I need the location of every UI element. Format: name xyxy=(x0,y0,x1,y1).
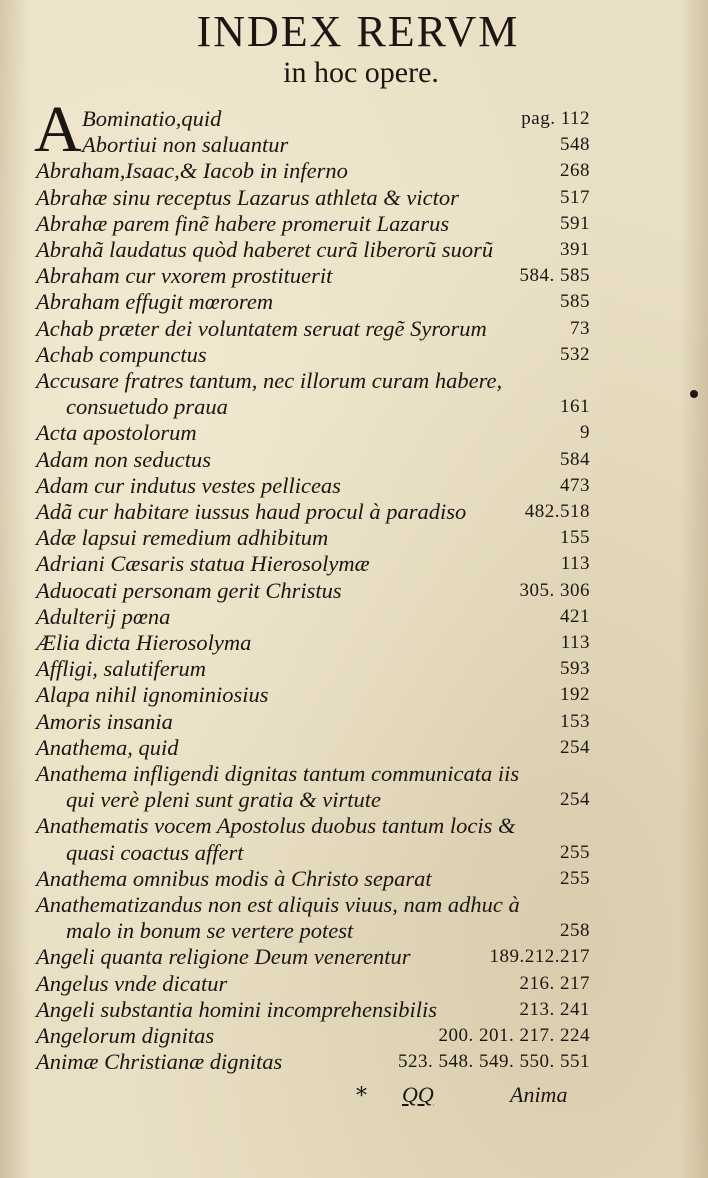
entry-text: Abraham cur vxorem prostituerit xyxy=(36,263,333,289)
entry-text: quasi coactus affert xyxy=(66,839,244,865)
entry-page-ref: 268 xyxy=(560,160,590,182)
entry-text: Abraham,Isaac,& Iacob in inferno xyxy=(36,158,348,184)
entry-page-ref: 584 xyxy=(560,448,590,470)
index-entry xyxy=(0,473,708,499)
page-title: INDEX RERVM xyxy=(196,7,520,56)
entry-page-ref: 258 xyxy=(560,920,590,942)
entry-text: Adæ lapsui remedium adhibitum xyxy=(36,525,329,551)
index-entry xyxy=(0,289,708,315)
entry-text: qui verè pleni sunt gratia & virtute xyxy=(66,787,381,813)
entry-text: Accusare fratres tantum, nec illorum curam habere, xyxy=(36,368,503,393)
index-entry xyxy=(0,551,708,577)
entry-text: Adam non seductus xyxy=(36,446,211,472)
index-entry xyxy=(0,971,708,997)
index-entry xyxy=(0,185,708,211)
entry-text: Abrahæ parem finẽ habere promeruit Lazarus xyxy=(36,210,450,236)
index-entry xyxy=(0,106,708,132)
entry-page-ref: 216. 217 xyxy=(519,972,590,994)
page-subtitle: in hoc opere. xyxy=(283,56,439,89)
entry-text: Affligi, salutiferum xyxy=(36,656,207,682)
entry-page-ref: 305. 306 xyxy=(519,579,590,601)
entry-text: Adam cur indutus vestes pelliceas xyxy=(36,472,341,498)
entry-text: consuetudo praua xyxy=(66,394,228,420)
index-entry xyxy=(0,132,708,158)
entry-text: Angelus vnde dicatur xyxy=(36,970,228,996)
index-entry xyxy=(0,394,708,420)
entry-page-ref: 113 xyxy=(560,632,590,653)
entry-page-ref: 155 xyxy=(560,527,590,549)
entry-text: Aduocati personam gerit Christus xyxy=(36,577,342,603)
index-entry xyxy=(0,840,708,866)
entry-text: Amoris insania xyxy=(36,708,173,734)
index-entry xyxy=(0,1049,708,1075)
entry-text: Achab compunctus xyxy=(36,341,207,367)
entry-text: malo in bonum se vertere potest xyxy=(66,918,354,944)
entry-text: Achab præter dei voluntatem seruat regẽ Syrorum xyxy=(36,315,487,341)
index-entry xyxy=(0,499,708,525)
index-entry xyxy=(0,944,708,970)
entry-page-ref: 73 xyxy=(570,317,590,339)
index-entry xyxy=(0,237,708,263)
entry-page-ref: 591 xyxy=(560,212,590,234)
index-entry xyxy=(0,866,708,892)
entry-page-ref: 517 xyxy=(560,186,590,208)
index-entry xyxy=(0,525,708,551)
index-entry xyxy=(0,682,708,708)
entry-page-ref: 391 xyxy=(560,239,590,260)
index-entry xyxy=(0,892,708,918)
entry-text: Abrahã laudatus quòd haberet curã liberorũ suorũ xyxy=(36,237,494,262)
index-entry xyxy=(0,1023,708,1049)
footer-star: * xyxy=(356,1084,367,1109)
catchword: Anima xyxy=(510,1082,568,1107)
entry-text: Adriani Cæsaris statua Hierosolymæ xyxy=(36,551,370,577)
entry-page-ref: 161 xyxy=(560,396,590,418)
index-entry xyxy=(0,578,708,604)
signature-mark: QQ xyxy=(402,1082,434,1107)
entry-text: Ælia dicta Hierosolyma xyxy=(36,630,252,655)
entry-page-ref: 255 xyxy=(560,841,590,863)
entry-text: Angelorum dignitas xyxy=(36,1023,215,1048)
index-entry xyxy=(0,263,708,289)
entry-page-ref: 255 xyxy=(560,867,590,889)
entry-page-ref: 473 xyxy=(560,474,590,496)
entry-page-ref: 153 xyxy=(560,710,590,732)
index-entry xyxy=(0,997,708,1023)
index-entry xyxy=(0,368,708,394)
index-entry xyxy=(0,316,708,342)
page-footer xyxy=(0,1082,708,1112)
entry-page-ref: 523. 548. 549. 550. 551 xyxy=(398,1051,590,1073)
ink-dot-mark xyxy=(690,390,698,398)
entry-text: Acta apostolorum xyxy=(36,420,197,446)
index-entry xyxy=(0,342,708,368)
index-entry xyxy=(0,735,708,761)
entry-page-ref: 593 xyxy=(560,658,590,680)
entry-text: Abrahæ sinu receptus Lazarus athleta & victor xyxy=(36,184,459,210)
entry-page-ref: 482.518 xyxy=(524,501,590,522)
entry-text: Angeli quanta religione Deum venerentur xyxy=(36,944,411,970)
index-entry xyxy=(0,604,708,630)
entry-page-ref: 213. 241 xyxy=(519,998,590,1020)
entry-text: Abortiui non saluantur xyxy=(82,132,289,158)
entry-text: Abraham effugit mœrorem xyxy=(36,289,274,315)
index-entry xyxy=(0,158,708,184)
index-entry xyxy=(0,211,708,237)
entry-page-ref: 421 xyxy=(560,605,590,627)
entry-page-ref: 585 xyxy=(560,291,590,313)
index-entry xyxy=(0,630,708,656)
entry-text: Bominatio,quid xyxy=(82,106,222,131)
entry-text: Anathematis vocem Apostolus duobus tantum locis & xyxy=(36,813,516,839)
entry-text: Anathematizandus non est aliquis viuus, nam adhuc à xyxy=(36,892,520,917)
entry-text: Anathema, quid xyxy=(36,734,179,760)
index-entry xyxy=(0,656,708,682)
entry-page-ref: 254 xyxy=(560,789,590,811)
index-entry xyxy=(0,709,708,735)
entry-text: Adã cur habitare iussus haud procul à paradiso xyxy=(36,499,467,524)
index-entry xyxy=(0,420,708,446)
entry-text: Anathema omnibus modis à Christo separat xyxy=(36,865,432,891)
index-entry xyxy=(0,761,708,787)
entry-page-ref: pag. 112 xyxy=(521,108,590,129)
index-entry xyxy=(0,918,708,944)
entry-page-ref: 192 xyxy=(560,684,590,706)
entry-page-ref: 254 xyxy=(560,736,590,758)
entry-text: Animæ Christianæ dignitas xyxy=(36,1049,283,1075)
entry-page-ref: 548 xyxy=(560,134,590,156)
entry-text: Adulterij pœna xyxy=(36,603,171,629)
entry-text: Alapa nihil ignominiosius xyxy=(36,682,269,708)
entry-page-ref: 113 xyxy=(560,553,590,575)
entry-text: Anathema infligendi dignitas tantum communicata iis xyxy=(36,761,520,786)
entry-page-ref: 9 xyxy=(580,422,590,444)
entry-page-ref: 532 xyxy=(560,343,590,365)
entry-page-ref: 584. 585 xyxy=(519,265,590,287)
index-entry xyxy=(0,787,708,813)
entry-page-ref: 200. 201. 217. 224 xyxy=(438,1025,590,1046)
entry-page-ref: 189.212.217 xyxy=(489,946,590,968)
index-entry xyxy=(0,447,708,473)
drop-cap: A xyxy=(34,93,82,166)
entry-text: Angeli substantia homini incomprehensibilis xyxy=(36,996,438,1022)
index-entry xyxy=(0,813,708,839)
